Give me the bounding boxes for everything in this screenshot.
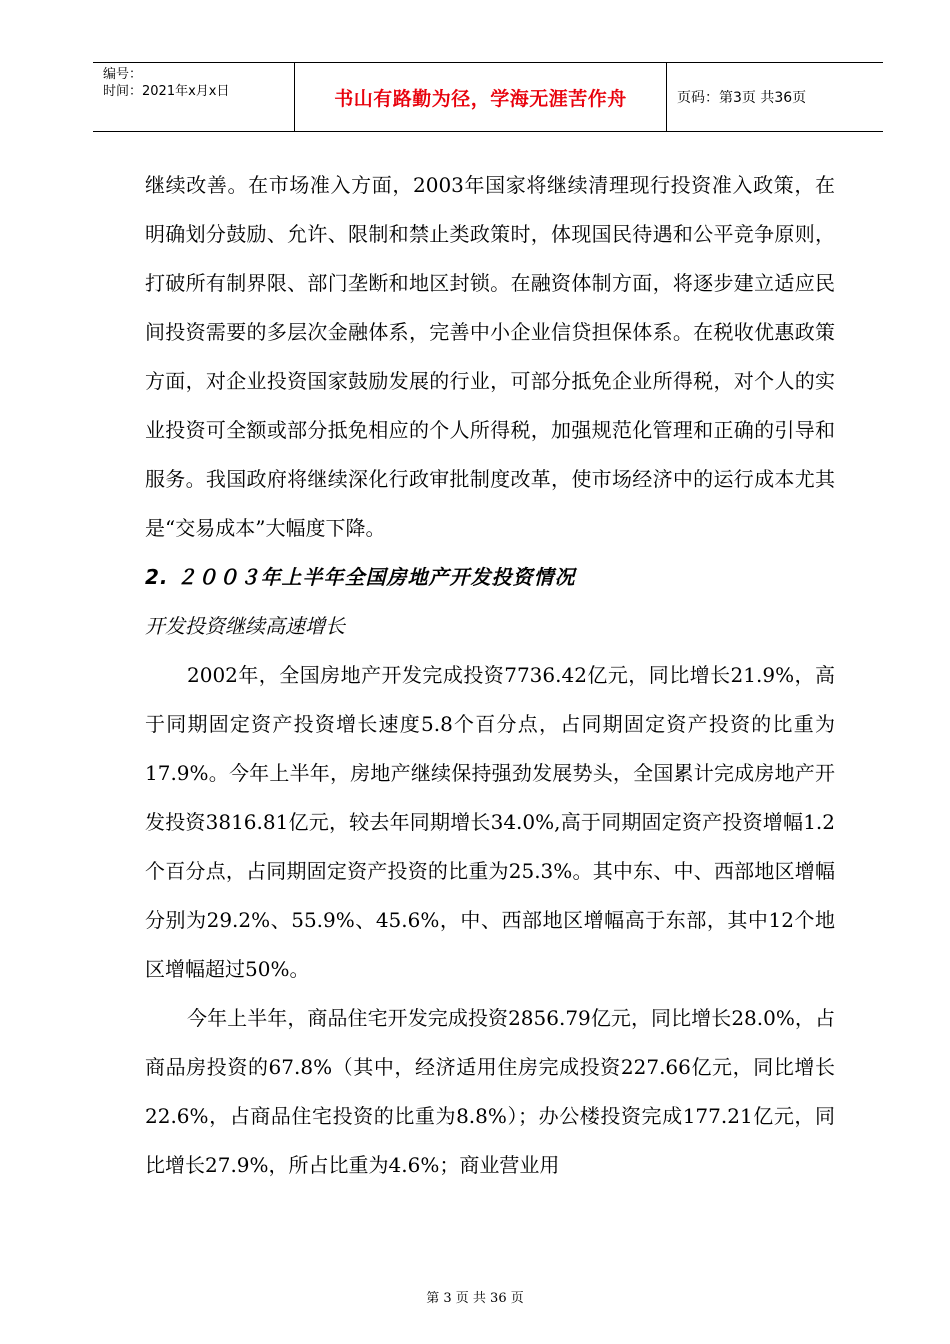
section-title: 2. ２００３年上半年全国房地产开发投资情况 xyxy=(145,565,576,589)
paragraph-housing: 今年上半年，商品住宅开发完成投资2856.79亿元，同比增长28.0%，占商品房投资的67.8%（其中，经济适用住房完成投资227.66亿元，同比增长22.6%，占商品住宅投资的比重为8.8%）；办公楼投资完成177.21亿元，同比增长27.9%，所占比重为4.6%；商业营业用 xyxy=(145,1006,835,1177)
document-body xyxy=(145,161,835,1190)
page-header xyxy=(93,62,883,132)
header-page-info: 页码：第3页 共36页 xyxy=(677,90,807,106)
header-motto: 书山有路勤为径，学海无涯苦作舟 xyxy=(295,63,667,131)
time-label: 时间：2021年x月x日 xyxy=(103,84,230,99)
sub-title: 开发投资继续高速增长 xyxy=(145,614,345,638)
header-meta xyxy=(93,63,295,131)
number-label: 编号： xyxy=(103,67,143,82)
page-footer: 第 3 页 共 36 页 xyxy=(426,1291,524,1306)
paragraph-investment: 2002年，全国房地产开发完成投资7736.42亿元，同比增长21.9%，高于同期固定资产投资增长速度5.8个百分点，占同期固定资产投资的比重为17.9%。今年上半年，房地产继续保持强劲发展势头，全国累计完成房地产开发投资3816.81亿元，较去年同期增长34.0%,高于同期固定资产投资增幅1.2个百分点，占同期固定资产投资的比重为25.3%。其中东、中、西部地区增幅分别为29.2%、55.9%、45.6%，中、西部地区增幅高于东部，其中12个地区增幅超过50%。 xyxy=(145,663,835,981)
paragraph-policy: 继续改善。在市场准入方面，2003年国家将继续清理现行投资准入政策，在明确划分鼓励、允许、限制和禁止类政策时，体现国民待遇和公平竞争原则，打破所有制界限、部门垄断和地区封锁。在融资体制方面，将逐步建立适应民间投资需要的多层次金融体系，完善中小企业信贷担保体系。在税收优惠政策方面，对企业投资国家鼓励发展的行业，可部分抵免企业所得税，对个人的实业投资可全额或部分抵免相应的个人所得税，加强规范化管理和正确的引导和服务。我国政府将继续深化行政审批制度改革，使市场经济中的运行成本尤其是“交易成本”大幅度下降。 xyxy=(145,173,835,540)
